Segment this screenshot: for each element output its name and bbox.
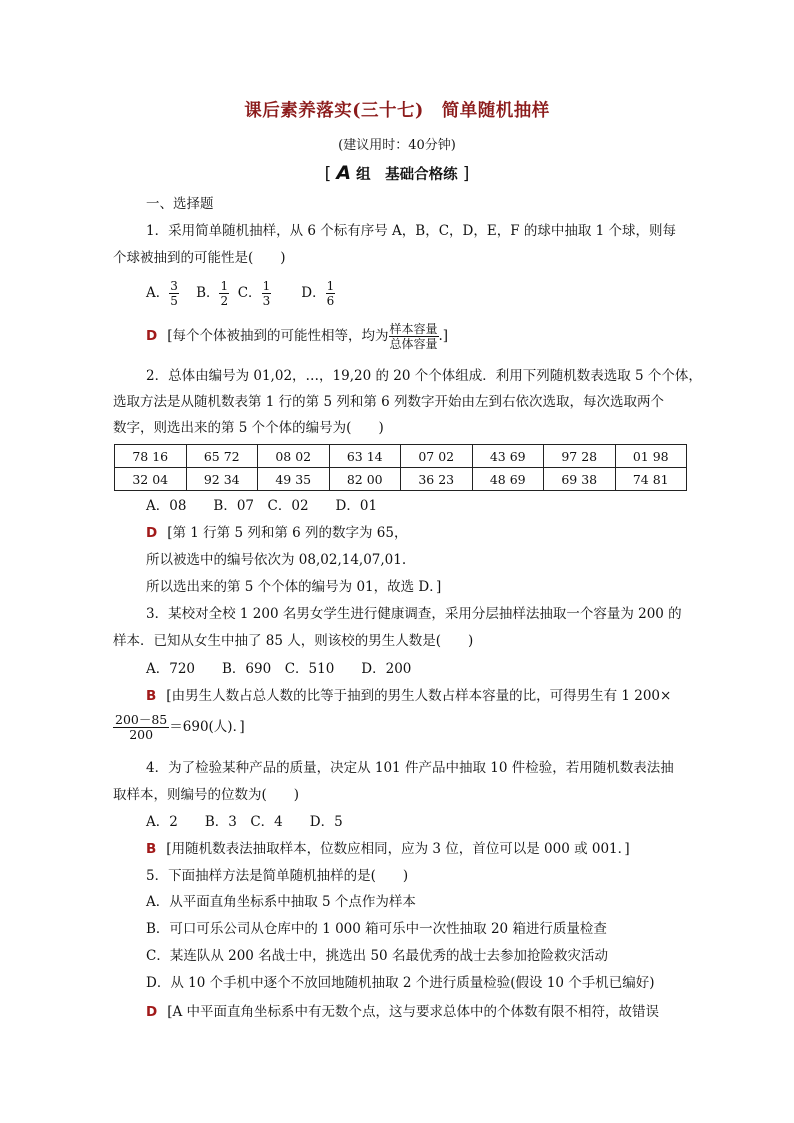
- q5-stem: 5．下面抽样方法是简单随机抽样的是( ): [146, 868, 409, 884]
- q5-answer: D: [146, 1004, 158, 1020]
- q4-stem-2: 取样本，则编号的位数为( ): [113, 787, 300, 803]
- q4-options: A．2 B．3 C．4 D．5: [146, 814, 343, 830]
- table-cell: 69 38: [544, 468, 616, 491]
- table-cell: 07 02: [401, 445, 473, 468]
- table-cell: 74 81: [615, 468, 687, 491]
- q1-frac-b: $\frac{1}{2}$: [220, 279, 229, 308]
- table-cell: 08 02: [258, 445, 330, 468]
- q2-stem-2: 选取方法是从随机数表第 1 行的第 5 列和第 6 列数字开始由左到右依次选取，每次选取两个: [113, 394, 665, 410]
- q2-stem-1: 2．总体由编号为 01,02，…，19,20 的 20 个个体组成．利用下列随机数表选取 5 个个体，: [146, 368, 702, 384]
- q2-answer-line: D [第 1 行第 5 列和第 6 列的数字为 65，: [146, 525, 408, 541]
- q1-frac-a: $\frac{3}{5}$: [170, 279, 178, 308]
- q4-answer: B: [146, 841, 157, 857]
- table-row: [115, 468, 687, 491]
- q5-option-c: C．某连队从 200 名战士中，挑选出 50 名最优秀的战士去参加抢险救灾活动: [146, 948, 608, 964]
- q2-stem-3: 数字，则选出来的第 5 个个体的编号为( ): [113, 420, 384, 436]
- table-cell: 01 98: [615, 445, 687, 468]
- section-heading: 一、选择题: [146, 196, 214, 212]
- q2-answer: D: [146, 525, 158, 541]
- q1-answer: D: [146, 328, 158, 344]
- table-cell: 32 04: [115, 468, 187, 491]
- q1-stem-2: 个球被抽到的可能性是( ): [113, 250, 286, 266]
- table-cell: 92 34: [186, 468, 258, 491]
- table-row: [115, 445, 687, 468]
- time-note: (建议用时：40分钟): [338, 138, 456, 153]
- table-cell: 97 28: [544, 445, 616, 468]
- q3-stem-2: 样本．已知从女生中抽了 85 人，则该校的男生人数是( ): [113, 633, 474, 649]
- q3-answer: B: [146, 688, 157, 704]
- q2-expl-2: 所以被选中的编号依次为 08,02,14,07,01.: [146, 552, 407, 568]
- random-number-table: [114, 444, 687, 491]
- q5-option-b: B．可口可乐公司从仓库中的 1 000 箱可乐中一次性抽取 20 箱进行质量检查: [146, 921, 607, 937]
- table-cell: 49 35: [258, 468, 330, 491]
- table-cell: 82 00: [329, 468, 401, 491]
- q3-options: A．720 B．690 C．510 D．200: [146, 661, 412, 677]
- q2-options: A．08 B．07 C．02 D．01: [146, 498, 378, 514]
- q1-frac-c: $\frac{1}{3}$: [262, 279, 271, 308]
- page-title: [0, 97, 794, 122]
- q1-stem-1: 1．采用简单随机抽样，从 6 个标有序号 A，B，C，D，E，F 的球中抽取 1 个球，则每: [146, 223, 677, 239]
- table-cell: 36 23: [401, 468, 473, 491]
- q1-answer-line: D [每个个体被抽到的可能性相等，均为 $\frac{\text{样本容量}}{\text{总体容量}}$ .]: [146, 322, 449, 351]
- group-text: 组 基础合格练: [356, 167, 458, 183]
- q5-option-a: A．从平面直角坐标系中抽取 5 个点作为样本: [146, 894, 416, 910]
- q4-answer-line: B [用随机数表法抽取样本，位数应相同，应为 3 位，首位可以是 000 或 001．]: [146, 841, 630, 857]
- q3-stem-1: 3．某校对全校 1 200 名男女学生进行健康调查，采用分层抽样法抽取一个容量为 200 的: [146, 606, 682, 622]
- group-letter: A: [336, 162, 352, 184]
- table-cell: 78 16: [115, 445, 187, 468]
- title-main: 课后素养落实(三十七): [244, 101, 424, 121]
- q5-option-d: D．从 10 个手机中逐个不放回地随机抽取 2 个进行质量检验(假设 10 个手机已编好): [146, 975, 655, 991]
- table-cell: 43 69: [472, 445, 544, 468]
- q5-answer-line: D [A 中平面直角坐标系中有无数个点，这与要求总体中的个体数有限不相符，故错误: [146, 1004, 660, 1020]
- q3-answer-line: B [由男生人数占总人数的比等于抽到的男生人数占样本容量的比，可得男生有 1 200×: [146, 688, 672, 704]
- table-cell: 63 14: [329, 445, 401, 468]
- q1-expl-frac: $\frac{\text{样本容量}}{\text{总体容量}}$: [389, 322, 438, 351]
- group-heading: [ A 组 基础合格练 ]: [324, 162, 470, 184]
- q3-calculation: $\frac{200-85}{200}$ ＝690(人)．]: [115, 712, 245, 742]
- table-cell: 65 72: [186, 445, 258, 468]
- table-cell: 48 69: [472, 468, 544, 491]
- title-topic: 简单随机抽样: [441, 101, 550, 121]
- q2-expl-3: 所以选出来的第 5 个个体的编号为 01，故选 D．]: [146, 579, 442, 595]
- q1-frac-d: $\frac{1}{6}$: [326, 279, 335, 308]
- q3-calc-frac: $\frac{200-85}{200}$: [115, 712, 168, 742]
- q4-stem-1: 4．为了检验某种产品的质量，决定从 101 件产品中抽取 10 件检验，若用随机数表法抽: [146, 760, 674, 776]
- q1-options: A． $\frac{3}{5}$ B． $\frac{1}{2}$ C． $\frac{1}{3}$ D． $\frac{1}{6}$: [146, 279, 335, 308]
